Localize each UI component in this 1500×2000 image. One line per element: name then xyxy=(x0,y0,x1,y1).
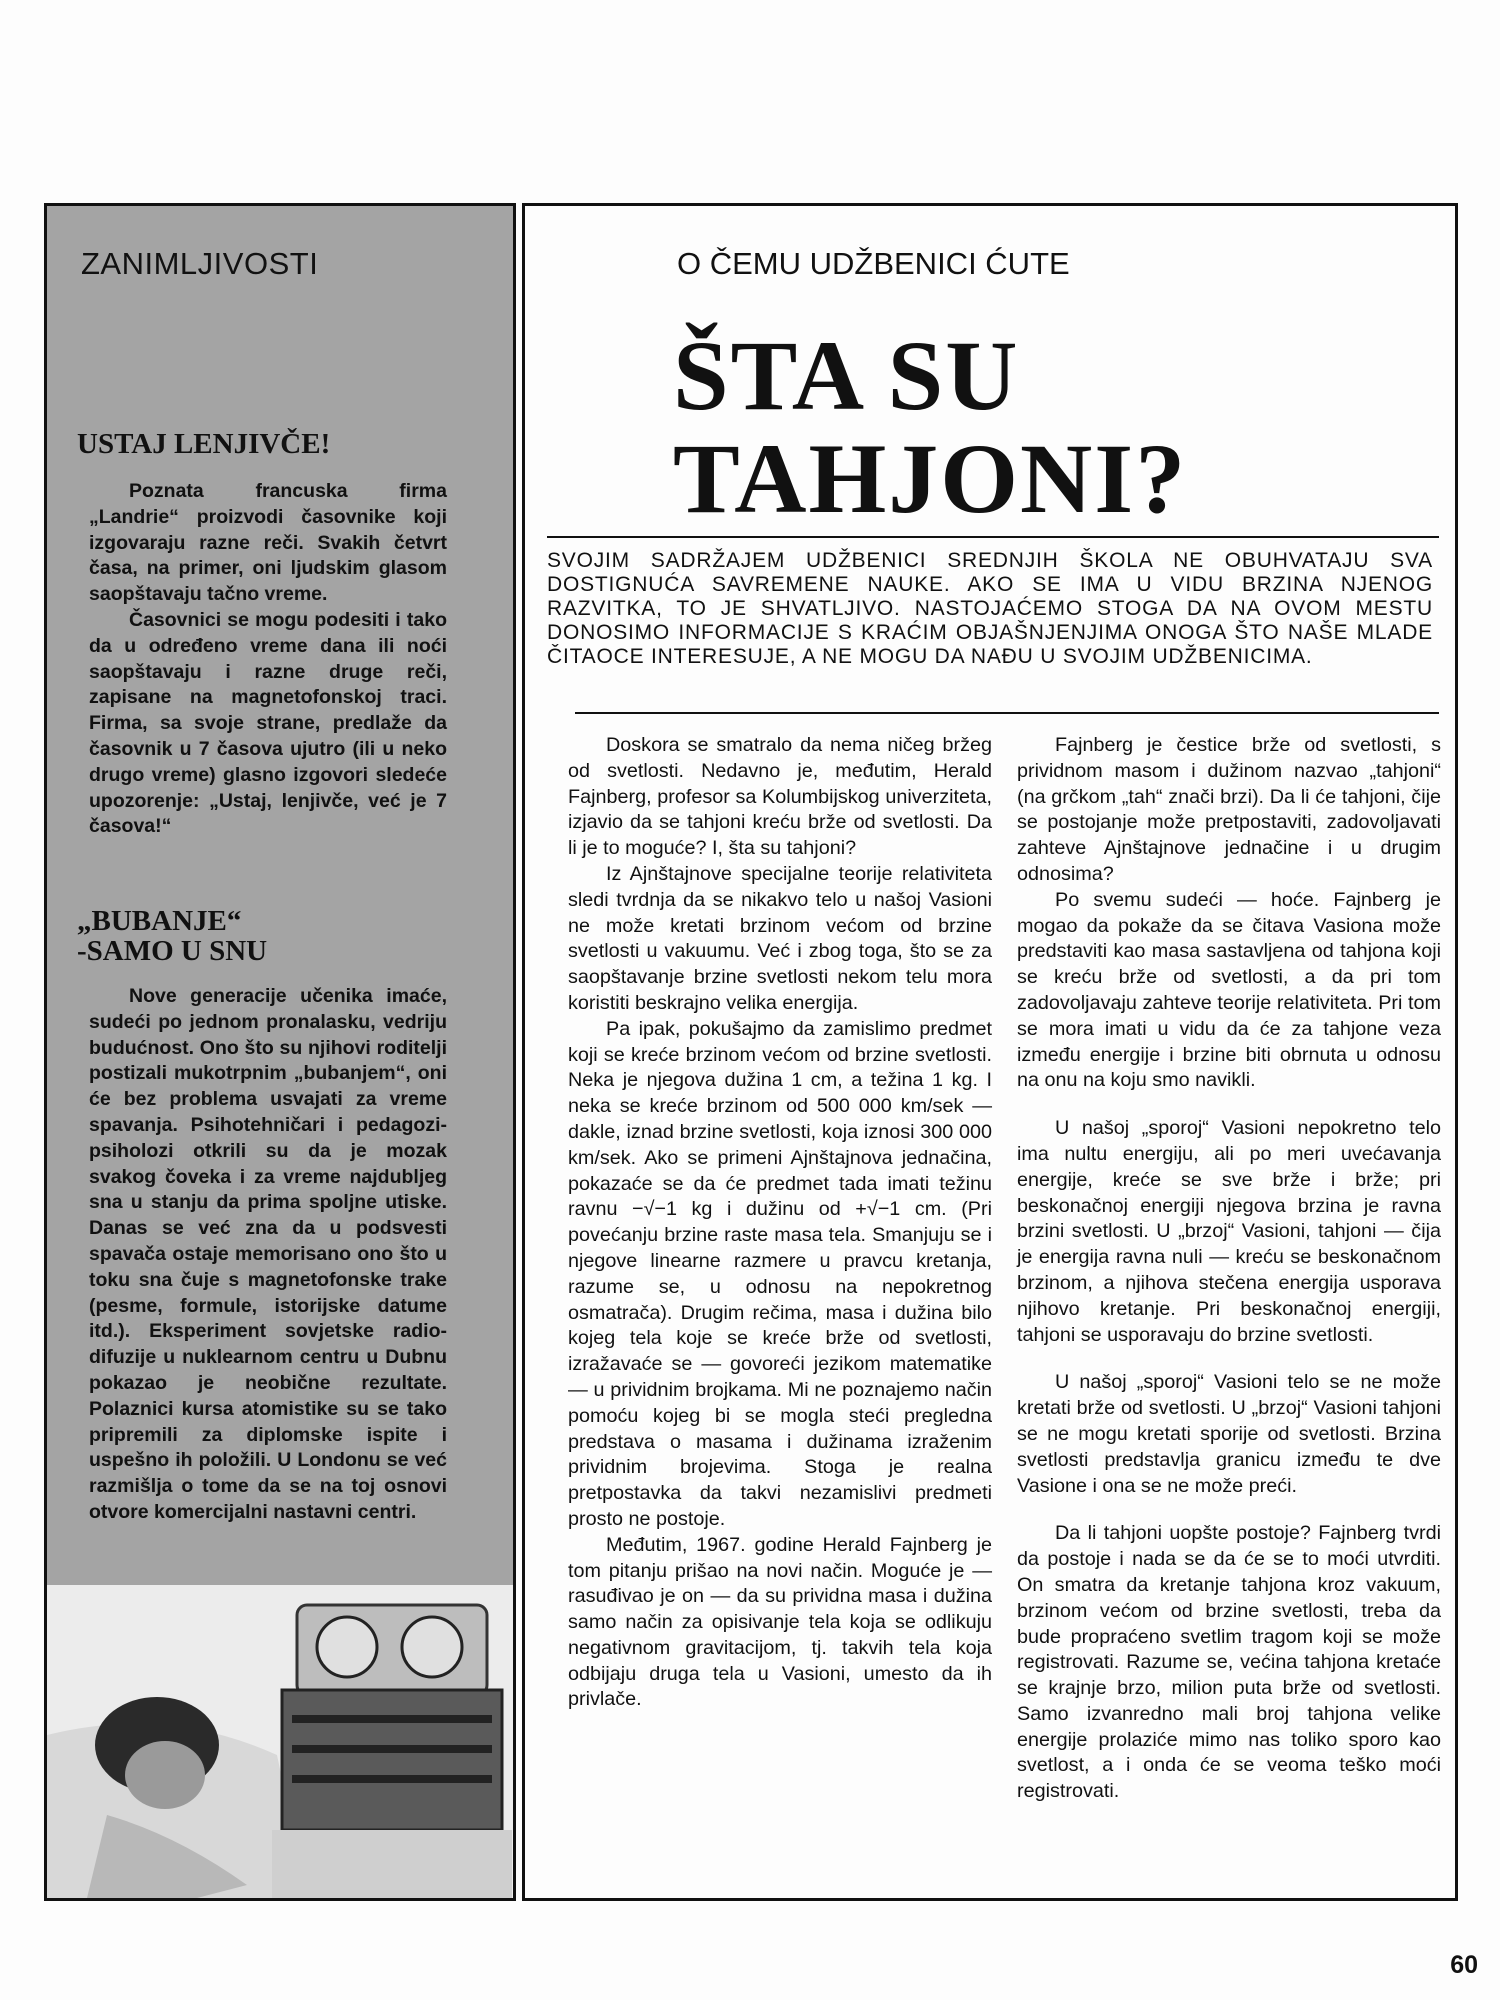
sidebar-item2-paragraph: Nove generacije učenika imaće, sudeći po jednom pronalasku, vedriju budućnost. Ono što su njihovi roditelji postizali mukotrpnim „bubanjem“, oni će bez problema usvajati za vreme spavanja. Psihotehničari i pedagozi-psiholozi otkrili su da je mozak svakog čoveka i za vreme najdubljeg sna u stanju da prima spoljne utiske. Danas se već zna da u podsvesti spavača ostaje memorisano ono što u toku sna čuje s magnetofonske trake (pesme, formule, istorijske datume itd.). Eksperiment sovjetske radio-difuzije u nuklearnom centru u Dubnu pokazao je neobične rezultate. Polaznici kursa atomistike su se tako pripremili za diplomske ispite i uspešno ih položili. U Londonu se već razmišlja o tome da se na toj osnovi otvore komercijalni nastavni centri. xyxy=(89,985,447,1523)
article-title-line: TAHJONI? xyxy=(673,423,1188,534)
article-kicker: O ČEMU UDŽBENICI ĆUTE xyxy=(677,246,1070,281)
sidebar-item1-heading: USTAJ LENJIVČE! xyxy=(77,428,331,460)
sidebar-item1-paragraph: Poznata francuska firma „Landrie“ proizvodi časovnike koji izgovaraju razne reči. Svakih četvrt časa, na primer, oni ljudskim glasom saopštavaju tačno vreme. xyxy=(89,480,447,606)
article-paragraph: Međutim, 1967. godine Herald Fajnberg je tom pitanju prišao na novi način. Moguće je — rasuđivao je on — da su prividna masa i dužina samo način za opisivanje tela koja se odlikuju negativnom gravitacijom, tj. takvih tela koja odbijaju druga tela u Vasioni, umesto da ih privlače. xyxy=(568,1533,992,1711)
sidebar-item2-heading-line: „BUBANJE“ xyxy=(77,905,242,937)
article-paragraph: Pa ipak, pokušajmo da zamislimo predmet koji se kreće brzinom većom od brzine svetlosti. Neka je njegova dužina 1 cm, a težina 1 kg. I neka se kreće brzinom od 500 000 km/sek — dakle, iznad brzine svetlosti, koja iznosi 300 000 km/sek. Ako se primeni Ajnštajnova jednačina, pokazaće se da će predmet tada imati težinu ravnu −√−1 kg i dužinu od +√−1 cm. (Pri povećanju brzine raste masa tela. Smanjuju se i njegove linearne razmere u pravcu kretanja, razume se, u odnosu na nepokretnog osmatrača). Drugim rečima, masa i dužina bilo kojeg tela koje se kreće brže od svetlosti, izražavaće se — govoreći jezikom matematike — u prividnim brojkama. Mi ne poznajemo način pomoću kojeg bi se mogla steći pregledna predstava o masama i dužinama izraženim prividnim brojevima. Stoga je realna pretpostavka da takvi nezamislivi predmeti prosto ne postoje. xyxy=(568,1017,992,1530)
sidebar-item2-body xyxy=(89,984,447,1526)
article-title xyxy=(673,320,1188,534)
article-paragraph: Doskora se smatralo da nema ničeg bržeg od svetlosti. Nedavno je, međutim, Herald Fajnberg, profesor sa Kolumbijskog univerziteta, izjavio da se tahjoni kreću brže od svetlosti. Da li je to moguće? I, šta su tahjoni? xyxy=(568,734,992,860)
divider-bottom xyxy=(575,712,1439,714)
sidebar-section-label: ZANIMLJIVOSTI xyxy=(81,246,319,281)
page-number: 60 xyxy=(1450,1951,1478,1979)
sidebar-box xyxy=(44,203,516,1901)
article-paragraph: Da li tahjoni uopšte postoje? Fajnberg tvrdi da postoje i nada se da će se to moći utvrditi. On smatra da kretanje tahjona kroz vakuum, brzinom većom od brzine svetlosti, treba da bude propraćeno svetlim tragom koji se može registrovati. Razume se, većina tahjona kretaće se krajnje brzo, milion puta brže od svetlosti. Samo izvanredno mali broj tahjona velike energije prolaziće mimo nas toliko sporo kao svetlost, a i onda će se veoma teško moći registrovati. xyxy=(1017,1522,1441,1803)
sidebar-item2-heading xyxy=(77,906,267,966)
article-column-right xyxy=(1017,733,1441,1805)
article-paragraph: U našoj „sporoj“ Vasioni telo se ne može kretati brže od svetlosti. U „brzoj“ Vasioni tahjoni se ne mogu kretati sporije od svetlosti. Brzina svetlosti predstavlja granicu između te dve Vasione i ona se ne može preći. xyxy=(1017,1371,1441,1497)
article-paragraph: Po svemu sudeći — hoće. Fajnberg je mogao da pokaže da se čitava Vasiona može predstaviti kao masa sastavljena od tahjona koji se kreću brže od svetlosti, a da pri tom zadovoljavaju zahteve teorije relativiteta. Pri tom se mora imati u vidu da će za tahjone veza između energije i brzine biti obrnuta u odnosu na onu na koju smo navikli. xyxy=(1017,888,1441,1092)
sidebar-item1-body xyxy=(89,479,447,840)
sidebar-item2-heading-line: -SAMO U SNU xyxy=(77,935,268,967)
photo-illustration xyxy=(47,1585,513,1898)
sidebar-item1-paragraph: Časovnici se mogu podesiti i tako da u određeno vreme dana ili noći saopštavaju i razne druge reči, zapisane na magnetofonskoj traci. Firma, sa svoje strane, predlaže da časovnik u 7 časova ujutro (ili u neko drugo vreme) glasno izgovori sledeće upozorenje: „Ustaj, lenjivče, već je 7 časova!“ xyxy=(89,608,447,838)
article-paragraph: U našoj „sporoj“ Vasioni nepokretno telo ima nultu energiju, ali po meri uvećavanja energije, kreće se sve brže i brže; pri beskonačnoj energiji njegova brzina je ravna brzini svetlosti. U „brzoj“ Vasioni, tahjoni — čija je energija ravna nuli — kreću se beskonačnom brzinom, a njihova stečena energija usporava njihovo kretanje. Pri beskonačnoj energiji, tahjoni se usporavaju do brzine svetlosti. xyxy=(1017,1117,1441,1346)
article-lead: SVOJIM SADRŽAJEM UDŽBENICI SREDNJIH ŠKOLA NE OBUHVATAJU SVA DOSTIGNUĆA SAVREMENE NAUKE. AKO SE IMA U VIDU BRZINA NJENOG RAZVITKA, TO JE SHVATLJIVO. NASTOJAĆEMO STOGA DA NA OVOM MESTU DONOSIMO INFORMACIJE S KRAĆIM OBJAŠNJENJIMA ONOGA ŠTO NAŠE MLADE ČITAOCE INTERESUJE, A NE MOGU DA NAĐU U SVOJIM UDŽBENICIMA. xyxy=(547,549,1433,668)
article-paragraph: Fajnberg je čestice brže od svetlosti, s prividnom masom i dužinom nazvao „tahjoni“ (na grčkom „tah“ znači brzi). Da li će tahjoni, čije se postojanje može pretpostaviti, zadovoljavati zahteve Ajnštajnove jednačine i u drugim odnosima? xyxy=(1017,734,1441,885)
sleeping-person-photo xyxy=(47,1585,513,1898)
article-title-line: ŠTA SU xyxy=(673,320,1020,431)
article-box xyxy=(522,203,1458,1901)
article-paragraph: Iz Ajnštajnove specijalne teorije relativiteta sledi tvrdnja da se nikakvo telo u našoj Vasioni ne može kretati brzinom većom od brzine svetlosti u vakuumu. Već i zbog toga, što se za saopštavanje brzine svetlosti nekom telu mora koristiti beskrajno velika energija. xyxy=(568,862,992,1014)
divider-top xyxy=(547,536,1439,538)
article-column-left xyxy=(568,733,992,1713)
